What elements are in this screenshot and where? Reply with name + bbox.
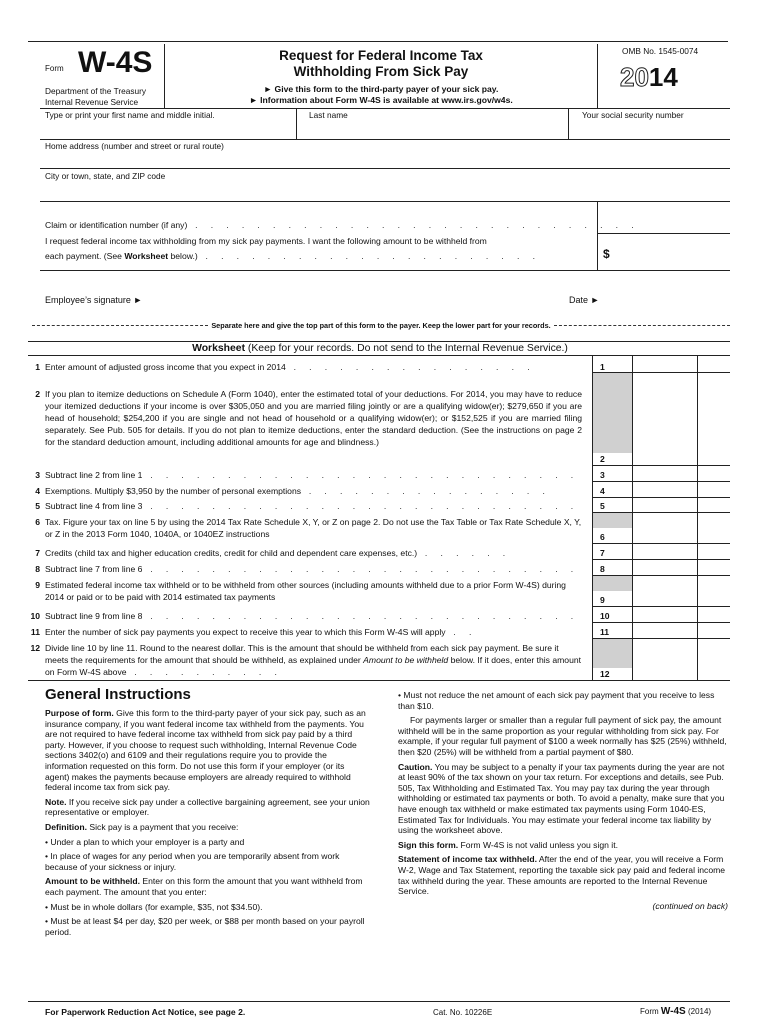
ws-line8-input[interactable] bbox=[633, 560, 696, 574]
footer-form-year: (2014) bbox=[687, 1007, 712, 1016]
sign-heading: Sign this form. bbox=[398, 839, 459, 850]
ws-line5-text: Subtract line 4 from line 3 . . . . . . . . . . . . . . . . . . . . . . . . . . . . bbox=[45, 501, 579, 511]
caution-heading: Caution. bbox=[398, 761, 433, 772]
ssn-input[interactable] bbox=[570, 121, 728, 138]
city-input[interactable] bbox=[42, 182, 728, 199]
request-line2: each payment. (See Worksheet below.) . . . . . . . . . . . . . . . . . . . . . . bbox=[45, 251, 541, 261]
first-name-label: Type or print your first name and middle initial. bbox=[45, 110, 215, 120]
ws-line3-text: Subtract line 2 from line 1 . . . . . . . . . . . . . . . . . . . . . . . . . . . . bbox=[45, 470, 579, 480]
home-address-input[interactable] bbox=[42, 152, 728, 167]
continued-on-back: (continued on back) bbox=[652, 900, 728, 911]
separator-dash-left bbox=[32, 325, 208, 326]
ws-line6-num: 6 bbox=[35, 517, 40, 527]
general-instructions-heading: General Instructions bbox=[45, 686, 191, 703]
definition-heading: Definition. bbox=[45, 821, 88, 832]
definition-bullet-1: • Under a plan to which your employer is a party and bbox=[45, 836, 245, 847]
amount-list bbox=[45, 902, 370, 938]
ws-line10-num: 10 bbox=[30, 611, 40, 621]
ws-line6-box: 6 bbox=[600, 532, 605, 542]
last-name-input[interactable] bbox=[298, 121, 566, 138]
ssn-label: Your social security number bbox=[582, 110, 684, 120]
subtitle-give: ► Give this form to the third-party payer of your sick pay. bbox=[263, 84, 499, 94]
form-number: W-4S bbox=[78, 46, 153, 79]
paperwork-notice: For Paperwork Reduction Act Notice, see page 2. bbox=[45, 1007, 246, 1017]
date-label: Date ► bbox=[569, 295, 600, 305]
ws-line11-label: Enter the number of sick pay payments you expect to receive this year to which this Form W-4S will apply bbox=[45, 627, 446, 637]
city-label: City or town, state, and ZIP code bbox=[45, 171, 166, 181]
amount-bullet-3: • Must not reduce the net amount of each sick pay payment that you receive to less than $10. bbox=[398, 690, 715, 711]
ws-line10-text: Subtract line 9 from line 8 . . . . . . . . . . . . . . . . . . . . . . . . . . . . bbox=[45, 611, 579, 621]
home-address-label: Home address (number and street or rural route) bbox=[45, 141, 224, 151]
request-line2-c: below.) bbox=[168, 251, 198, 261]
ws-line10-box: 10 bbox=[600, 611, 610, 621]
ws-line4-box: 4 bbox=[600, 486, 605, 496]
withholding-amount-input[interactable] bbox=[614, 236, 728, 268]
ws-line3-num: 3 bbox=[35, 470, 40, 480]
ws-line8-box: 8 bbox=[600, 564, 605, 574]
ws-line6-input[interactable] bbox=[633, 528, 696, 542]
last-name-label: Last name bbox=[309, 110, 348, 120]
separator-dash-right bbox=[554, 325, 730, 326]
ws-line1-label: Enter amount of adjusted gross income that you expect in 2014 bbox=[45, 362, 286, 372]
tax-year-outline: 20 bbox=[620, 62, 649, 92]
shade-line2 bbox=[593, 373, 632, 453]
ws-line1-num: 1 bbox=[35, 362, 40, 372]
shade-line9 bbox=[593, 575, 632, 591]
amount-heading: Amount to be withheld. bbox=[45, 876, 140, 887]
caution-text: You may be subject to a penalty if your tax payments during the year are not at least 90% of the tax shown on your tax return. For exceptions and details, see Pub. 505, Tax Withholding and Estimated Tax. You may pay tax during the year through withholding or estimated tax payments or both. To avoid a penalty, make sure that you have enough tax withheld or make estimated tax payments using Form 1040-ES, Estimated Tax for Individuals. You may estimate your federal income tax liability by using the worksheet above. bbox=[398, 761, 725, 836]
separator-line bbox=[32, 320, 730, 330]
ws-line4-input[interactable] bbox=[633, 482, 696, 496]
definition-bullet-2: • In place of wages for any period when you are temporarily absent from work because of your sickness or injury. bbox=[45, 851, 340, 872]
definition-list bbox=[45, 837, 370, 873]
claim-number-line: Claim or identification number (if any) . . . . . . . . . . . . . . . . . . . . . . . . . . . . . bbox=[45, 220, 640, 230]
shade-line12 bbox=[593, 638, 632, 668]
ws-line7-num: 7 bbox=[35, 548, 40, 558]
form-title-line1: Request for Federal Income Tax bbox=[279, 48, 483, 63]
footer-form-label: Form bbox=[640, 1007, 659, 1016]
signature-input[interactable] bbox=[150, 286, 560, 306]
first-name-input[interactable] bbox=[42, 121, 294, 138]
claim-number-label: Claim or identification number (if any) bbox=[45, 220, 188, 230]
ws-line3-label: Subtract line 2 from line 1 bbox=[45, 470, 143, 480]
amount-text: Enter on this form the amount that you want withheld from each payment. The amount that you enter: bbox=[45, 876, 363, 897]
form-title-line2: Withholding From Sick Pay bbox=[293, 64, 469, 79]
worksheet-title bbox=[30, 343, 730, 354]
request-line2-b: Worksheet bbox=[124, 251, 169, 261]
ws-line12-text-c: below. If it does, enter this amount on Form W-4S above bbox=[45, 655, 582, 677]
subtitle-info: ► Information about Form W-4S is available at www.irs.gov/w4s. bbox=[249, 95, 513, 105]
irs-label: Internal Revenue Service bbox=[45, 97, 139, 107]
claim-number-input[interactable] bbox=[599, 203, 728, 233]
ws-line11-text: Enter the number of sick pay payments you expect to receive this year to which this Form W-4S will apply . . bbox=[45, 627, 477, 637]
separator-text: Separate here and give the top part of this form to the payer. Keep the lower part for your records. bbox=[211, 320, 551, 330]
ws-line1-box: 1 bbox=[600, 362, 605, 372]
ws-line4-label: Exemptions. Multiply $3,950 by the number of personal exemptions bbox=[45, 486, 302, 496]
ws-line11-num: 11 bbox=[30, 627, 40, 637]
ws-line2-box: 2 bbox=[600, 454, 605, 464]
ws-line12-text: Divide line 10 by line 11. Round to the nearest dollar. This is the amount that should be withheld from each sick pay payment. Be sure it meets the requirements for the amount that should be withheld, as explained under Amount to be withheld below. If it does, enter this amount on Form W-4S above . . . . . . . . . . bbox=[45, 643, 582, 677]
ws-line12-text-a: Divide line 10 by line 11. Round to the nearest dollar. This is the amount that should be withheld from each sick pay payment. Be sure it meets the requirements for the amount that should be withheld, as explained under bbox=[45, 643, 559, 665]
note-heading: Note. bbox=[45, 796, 67, 807]
purpose-heading: Purpose of form. bbox=[45, 708, 114, 718]
ws-line12-input[interactable] bbox=[633, 666, 696, 679]
form-label: Form bbox=[45, 64, 64, 73]
caution-paragraph bbox=[398, 762, 728, 836]
worksheet-title-rest: (Keep for your records. Do not send to the Internal Revenue Service.) bbox=[245, 343, 568, 354]
ws-line8-label: Subtract line 7 from line 6 bbox=[45, 564, 143, 574]
ws-line2-input[interactable] bbox=[633, 450, 696, 464]
note-paragraph bbox=[45, 797, 370, 818]
ws-line3-box: 3 bbox=[600, 470, 605, 480]
statement-heading: Statement of income tax withheld. bbox=[398, 854, 537, 865]
footer-form-number: W-4S bbox=[660, 1006, 686, 1017]
ws-line7-text: Credits (child tax and higher education credits, credit for child and dependent care expenses, etc.) . . . . . . bbox=[45, 548, 511, 558]
instructions-right-column bbox=[398, 690, 728, 915]
request-line1: I request federal income tax withholding from my sick pay payments. I want the following amount to be withheld from bbox=[45, 236, 487, 246]
ws-line4-num: 4 bbox=[35, 486, 40, 496]
ws-line10-input[interactable] bbox=[633, 607, 696, 621]
ws-line11-input[interactable] bbox=[633, 623, 696, 637]
omb-number: OMB No. 1545-0074 bbox=[622, 46, 699, 56]
ws-line12-text-b: Amount to be withheld bbox=[363, 655, 449, 665]
ws-line5-num: 5 bbox=[35, 501, 40, 511]
sign-text: Form W-4S is not valid unless you sign it. bbox=[458, 839, 618, 850]
ws-line8-num: 8 bbox=[35, 564, 40, 574]
definition-text: Sick pay is a payment that you receive: bbox=[87, 821, 239, 832]
ws-line5-label: Subtract line 4 from line 3 bbox=[45, 501, 143, 511]
ws-line10-label: Subtract line 9 from line 8 bbox=[45, 611, 143, 621]
definition-paragraph bbox=[45, 822, 370, 833]
amount-bullet-2: • Must be at least $4 per day, $20 per week, or $88 per month based on your payroll period. bbox=[45, 916, 365, 937]
ws-line4-text: Exemptions. Multiply $3,950 by the number of personal exemptions . . . . . . . . . . . . . . . . bbox=[45, 486, 551, 496]
amount-paragraph bbox=[45, 876, 370, 897]
ws-line9-box: 9 bbox=[600, 595, 605, 605]
ws-line12-num: 12 bbox=[30, 643, 40, 653]
purpose-paragraph bbox=[45, 708, 370, 793]
ws-line3-input[interactable] bbox=[633, 466, 696, 480]
ws-line11-box: 11 bbox=[600, 627, 610, 637]
ws-line8-text: Subtract line 7 from line 6 . . . . . . . . . . . . . . . . . . . . . . . . . . . . bbox=[45, 564, 579, 574]
request-line2-a: each payment. (See bbox=[45, 251, 125, 261]
statement-text: After the end of the year, you will receive a Form W-2, Wage and Tax Statement, reporting the taxable sick pay paid and federal income tax withheld during the year. These amounts are reported to the Internal Revenue Service. bbox=[398, 854, 726, 897]
ws-line7-input[interactable] bbox=[633, 544, 696, 558]
purpose-text: Give this form to the third-party payer of your sick pay, such as an insurance company, if you want federal income tax withheld from the payments. You are not required to have federal income tax withheld from sick pay paid by a third party. However, if you choose to request such withholding, Internal Revenue Code sections 3402(o) and 6109 and their regulations require you to provide the information requested on this form. Do not use this form if your employer (or its agent) makes the payments because employers are already required to withhold federal income tax from sick pay. bbox=[45, 708, 366, 793]
ws-line5-input[interactable] bbox=[633, 498, 696, 511]
sign-paragraph bbox=[398, 840, 728, 851]
dollar-sign: $ bbox=[603, 247, 610, 261]
ws-line9-text: Estimated federal income tax withheld or to be withheld from other sources (including amounts withheld due to a prior Form W-4S) during 2014 or paid or to be paid with 2014 estimated tax payments bbox=[45, 580, 566, 602]
tax-year bbox=[620, 63, 678, 91]
ws-line5-box: 5 bbox=[600, 501, 605, 511]
ws-line7-box: 7 bbox=[600, 548, 605, 558]
instructions-left-column bbox=[45, 686, 370, 941]
ws-line6-text: Tax. Figure your tax on line 5 by using the 2014 Tax Rate Schedule X, Y, or Z on page 2. Do not use the Tax Table or Tax Rate Schedule X, Y, or Z in the 2013 Form 1040, 1040A, or 1040EZ instructions bbox=[45, 517, 582, 539]
date-input[interactable] bbox=[605, 286, 728, 306]
note-text: If you receive sick pay under a collective bargaining agreement, see your union representative or employer. bbox=[45, 796, 370, 818]
ws-line7-label: Credits (child tax and higher education credits, credit for child and dependent care expenses, etc.) bbox=[45, 548, 418, 558]
ws-line12-box: 12 bbox=[600, 669, 610, 679]
dept-treasury: Department of the Treasury bbox=[45, 86, 146, 96]
ws-line2-num: 2 bbox=[35, 389, 40, 399]
footer-form-id bbox=[640, 1006, 711, 1017]
ws-line9-num: 9 bbox=[35, 580, 40, 590]
shade-line6 bbox=[593, 512, 632, 528]
cat-number: Cat. No. 10226E bbox=[433, 1008, 493, 1017]
statement-paragraph bbox=[398, 854, 728, 896]
ws-line1-input[interactable] bbox=[633, 357, 696, 371]
ws-line2-text: If you plan to itemize deductions on Schedule A (Form 1040), enter the estimated total of your deductions. For 2014, you may have to reduce your itemized deductions if your income is over $305,050 and you are married filing jointly or are a qualifying widow(er); $279,650 if you are head of household; $254,200 if you are single and not head of household or a qualifying widow(er); or $152,525 if you are married filing separately. See Pub. 505 for details. If you do not plan to itemize deductions, enter the standard deduction. (See the instructions on page 2 for the standard deduction amount, including additional amounts for age and blindness.) bbox=[45, 389, 582, 447]
larger-payments-paragraph: For payments larger or smaller than a regular full payment of sick pay, the amount withheld will be in the same proportion as your regular withholding from sick pay. For example, if your regular full payment of $100 a week normally has $25 (25%) withheld, then $20 (25%) will be withheld from a partial payment of $80. bbox=[398, 715, 727, 757]
amount-bullet-1: • Must be in whole dollars (for example, $35, not $34.50). bbox=[45, 901, 263, 912]
signature-label: Employee’s signature ► bbox=[45, 295, 143, 305]
tax-year-bold: 14 bbox=[648, 62, 678, 92]
ws-line9-input[interactable] bbox=[633, 591, 696, 605]
worksheet-title-bold: Worksheet bbox=[192, 343, 246, 354]
ws-line1-text: Enter amount of adjusted gross income that you expect in 2014 . . . . . . . . . . . . . . . . bbox=[45, 362, 535, 372]
